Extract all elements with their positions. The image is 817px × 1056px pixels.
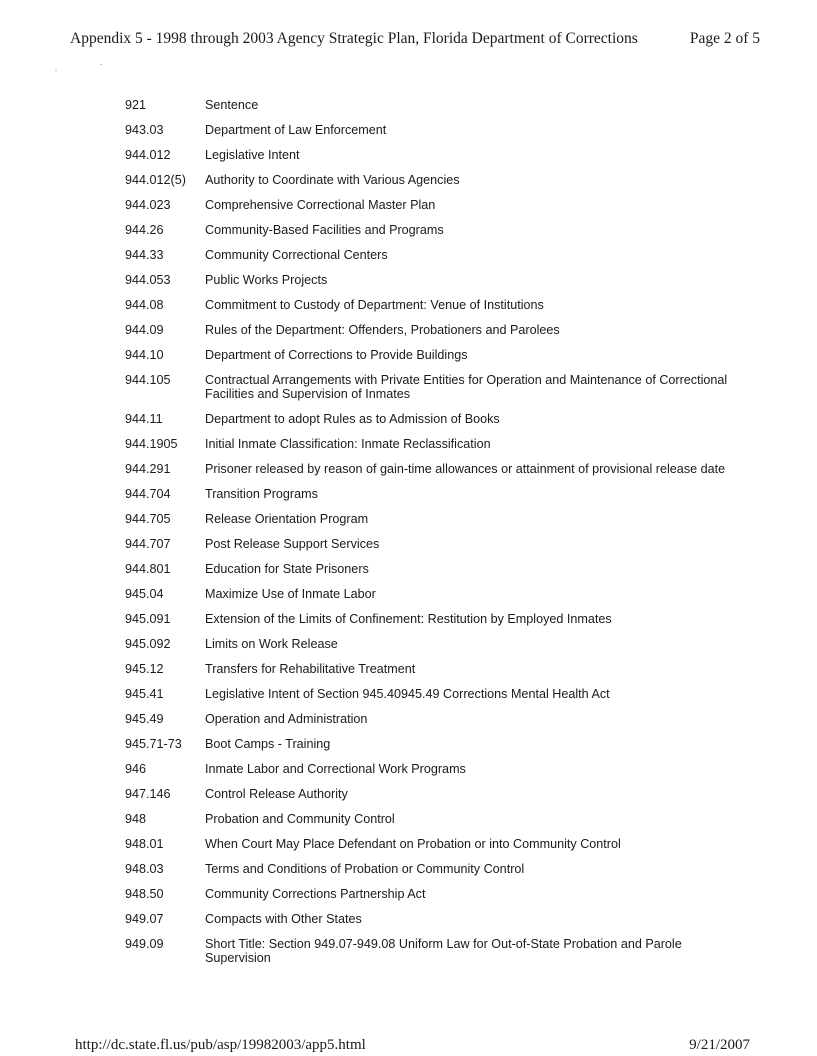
statute-title: Contractual Arrangements with Private Entities for Operation and Maintenance of Correctional Facilities and Supervision of Inmates (205, 373, 728, 401)
statute-code: 944.053 (125, 273, 171, 287)
scan-speck (55, 70, 57, 71)
statute-code: 943.03 (125, 123, 164, 137)
statute-row (125, 862, 745, 876)
statute-code: 949.09 (125, 937, 164, 951)
statute-title: Short Title: Section 949.07-949.08 Uniform Law for Out-of-State Probation and Parole Supervision (205, 937, 682, 965)
statute-title: Post Release Support Services (205, 537, 380, 551)
page-footer (75, 1037, 750, 1054)
statute-code: 944.105 (125, 373, 171, 387)
statute-code: 944.705 (125, 512, 171, 526)
statute-code: 944.023 (125, 198, 171, 212)
statute-row (125, 487, 745, 501)
statute-code: 945.092 (125, 637, 171, 651)
statute-code: 948.50 (125, 887, 164, 901)
statute-code: 949.07 (125, 912, 164, 926)
statute-title: Public Works Projects (205, 273, 328, 287)
statute-row (125, 887, 745, 901)
statute-title: Department to adopt Rules as to Admission of Books (205, 412, 500, 426)
statute-title: Boot Camps - Training (205, 737, 331, 751)
statute-code: 945.04 (125, 587, 164, 601)
statute-title: Legislative Intent (205, 148, 300, 162)
statute-code: 944.10 (125, 348, 164, 362)
statute-list (125, 98, 745, 976)
statute-row (125, 148, 745, 162)
statute-title: Transition Programs (205, 487, 318, 501)
statute-title: Maximize Use of Inmate Labor (205, 587, 376, 601)
statute-code: 921 (125, 98, 147, 112)
statute-title: Department of Law Enforcement (205, 123, 387, 137)
statute-title: Probation and Community Control (205, 812, 395, 826)
statute-code: 948.01 (125, 837, 164, 851)
statute-title: Department of Corrections to Provide Buildings (205, 348, 468, 362)
statute-code: 944.012 (125, 148, 171, 162)
statute-row (125, 512, 745, 526)
statute-title: Terms and Conditions of Probation or Community Control (205, 862, 525, 876)
statute-code: 944.08 (125, 298, 164, 312)
statute-row (125, 662, 745, 676)
statute-row (125, 273, 745, 287)
statute-title: Community Correctional Centers (205, 248, 388, 262)
statute-code: 944.801 (125, 562, 171, 576)
scan-speck (100, 64, 102, 65)
statute-code: 944.704 (125, 487, 171, 501)
page-number: Page 2 of 5 (689, 30, 760, 47)
statute-title: Commitment to Custody of Department: Venue of Institutions (205, 298, 544, 312)
statute-row (125, 562, 745, 576)
statute-code: 948 (125, 812, 147, 826)
statute-code: 945.12 (125, 662, 164, 676)
statute-row (125, 737, 745, 751)
statute-title: Comprehensive Correctional Master Plan (205, 198, 436, 212)
statute-code: 944.707 (125, 537, 171, 551)
statute-title: Prisoner released by reason of gain-time allowances or attainment of provisional release date (205, 462, 726, 476)
statute-row (125, 173, 745, 187)
statute-title: Initial Inmate Classification: Inmate Reclassification (205, 437, 491, 451)
statute-code: 944.012(5) (125, 173, 186, 187)
statute-row (125, 537, 745, 551)
statute-row (125, 437, 745, 451)
statute-title: Rules of the Department: Offenders, Probationers and Parolees (205, 323, 560, 337)
statute-code: 944.11 (125, 412, 163, 426)
statute-row (125, 348, 745, 362)
statute-row (125, 198, 745, 212)
statute-title: Community-Based Facilities and Programs (205, 223, 444, 237)
statute-code: 945.091 (125, 612, 171, 626)
statute-title: Compacts with Other States (205, 912, 362, 926)
statute-row (125, 912, 745, 926)
statute-row (125, 637, 745, 651)
statute-row (125, 612, 745, 626)
statute-row (125, 123, 745, 137)
statute-title: Operation and Administration (205, 712, 368, 726)
page-header (70, 30, 760, 48)
statute-code: 945.71-73 (125, 737, 182, 751)
statute-row (125, 373, 745, 401)
statute-code: 947.146 (125, 787, 171, 801)
statute-row (125, 587, 745, 601)
statute-row (125, 787, 745, 801)
statute-title: Inmate Labor and Correctional Work Programs (205, 762, 466, 776)
statute-code: 944.33 (125, 248, 164, 262)
statute-title: Limits on Work Release (205, 637, 338, 651)
statute-row (125, 248, 745, 262)
statute-title: Extension of the Limits of Confinement: Restitution by Employed Inmates (205, 612, 612, 626)
print-date: 9/21/2007 (689, 1037, 750, 1053)
statute-title: Education for State Prisoners (205, 562, 369, 576)
statute-row (125, 837, 745, 851)
statute-row (125, 98, 745, 112)
statute-title: Release Orientation Program (205, 512, 369, 526)
statute-row (125, 762, 745, 776)
statute-code: 946 (125, 762, 147, 776)
statute-row (125, 223, 745, 237)
statute-code: 945.49 (125, 712, 164, 726)
statute-code: 945.41 (125, 687, 164, 701)
statute-row (125, 298, 745, 312)
statute-row (125, 687, 745, 701)
statute-row (125, 812, 745, 826)
statute-title: Community Corrections Partnership Act (205, 887, 426, 901)
statute-title: Transfers for Rehabilitative Treatment (205, 662, 416, 676)
document-title: Appendix 5 - 1998 through 2003 Agency Strategic Plan, Florida Department of Corrections (70, 30, 638, 47)
statute-code: 944.26 (125, 223, 164, 237)
statute-title: Sentence (205, 98, 259, 112)
source-url: http://dc.state.fl.us/pub/asp/19982003/app5.html (75, 1037, 366, 1053)
statute-title: Control Release Authority (205, 787, 348, 801)
statute-row (125, 712, 745, 726)
statute-title: When Court May Place Defendant on Probation or into Community Control (205, 837, 621, 851)
statute-row (125, 937, 745, 965)
statute-row (125, 462, 745, 476)
statute-row (125, 412, 745, 426)
statute-code: 944.09 (125, 323, 164, 337)
statute-title: Legislative Intent of Section 945.40945.49 Corrections Mental Health Act (205, 687, 610, 701)
statute-code: 944.1905 (125, 437, 178, 451)
statute-code: 944.291 (125, 462, 171, 476)
statute-title: Authority to Coordinate with Various Agencies (205, 173, 460, 187)
statute-row (125, 323, 745, 337)
statute-code: 948.03 (125, 862, 164, 876)
